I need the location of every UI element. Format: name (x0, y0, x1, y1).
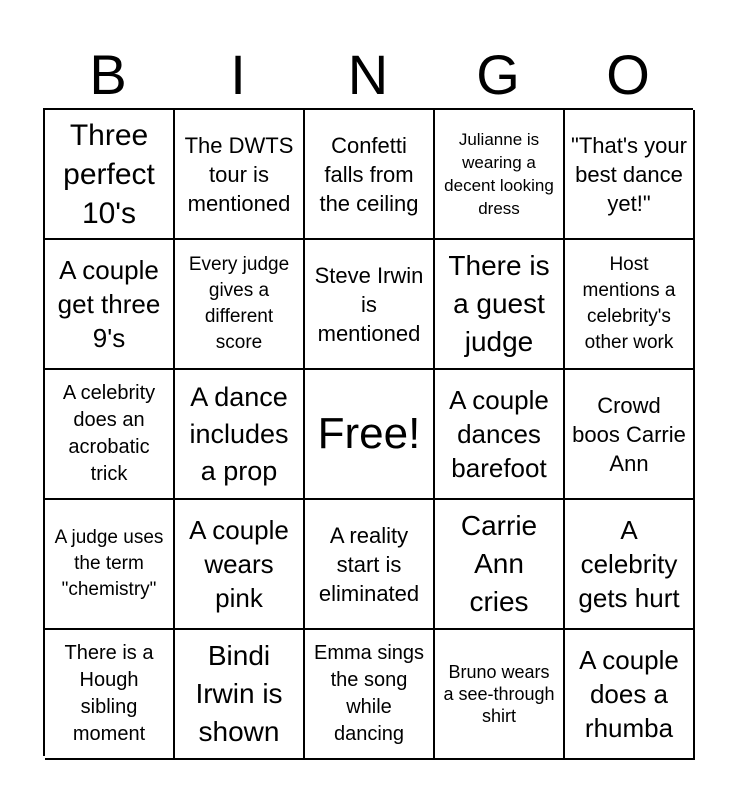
bingo-cell-text: A reality start is eliminated (318, 522, 420, 606)
bingo-cell[interactable] (565, 240, 695, 370)
bingo-cell-text: Host mentions a celebrity's other work (582, 254, 676, 353)
bingo-cell-text: A couple get three 9's (57, 255, 161, 353)
header-letter-o: O (606, 43, 650, 106)
bingo-cell[interactable] (45, 500, 175, 630)
bingo-cell-text: Bruno wears a see-through shirt (443, 662, 555, 726)
header-letter-i: I (230, 43, 246, 106)
bingo-cell[interactable] (175, 500, 305, 630)
bingo-cell[interactable] (565, 630, 695, 760)
bingo-cell-text: A celebrity does an acrobatic trick (62, 382, 156, 485)
bingo-cell[interactable] (175, 630, 305, 760)
bingo-cell[interactable] (435, 110, 565, 240)
bingo-cell-text: A judge uses the term "chemistry" (54, 527, 164, 600)
bingo-cell[interactable] (435, 630, 565, 760)
bingo-free-cell[interactable] (305, 370, 435, 500)
bingo-cell-text: Emma sings the song while dancing (313, 642, 425, 745)
bingo-cell[interactable] (175, 240, 305, 370)
bingo-cell-text: "That's your best dance yet!" (571, 132, 687, 216)
bingo-cell-text: Steve Irwin is mentioned (314, 262, 424, 346)
bingo-cell-text: Julianne is wearing a decent looking dress (444, 130, 554, 218)
bingo-cell-text: There is a guest judge (448, 250, 550, 357)
bingo-cell-text: Carrie Ann cries (460, 510, 538, 617)
bingo-cell-text: Crowd boos Carrie Ann (572, 392, 686, 476)
bingo-cell-text: A celebrity gets hurt (578, 515, 680, 613)
bingo-header (43, 42, 693, 108)
bingo-cell-text: Three perfect 10's (63, 118, 155, 230)
bingo-cell[interactable] (45, 630, 175, 760)
bingo-cell-text: A couple wears pink (189, 515, 289, 613)
header-letter-g: G (476, 43, 520, 106)
bingo-cell[interactable] (45, 240, 175, 370)
bingo-cell[interactable] (435, 370, 565, 500)
bingo-cell[interactable] (435, 500, 565, 630)
bingo-cell[interactable] (305, 630, 435, 760)
bingo-cell[interactable] (45, 110, 175, 240)
bingo-cell-text: There is a Hough sibling moment (64, 642, 154, 745)
bingo-cell-text: Free! (317, 409, 421, 458)
bingo-cell[interactable] (45, 370, 175, 500)
bingo-cell[interactable] (435, 240, 565, 370)
bingo-cell-text: A couple dances barefoot (449, 385, 549, 483)
bingo-cell[interactable] (175, 110, 305, 240)
bingo-cell[interactable] (565, 110, 695, 240)
bingo-cell[interactable] (305, 500, 435, 630)
bingo-cell-text: The DWTS tour is mentioned (184, 132, 294, 216)
bingo-cell-text: A dance includes a prop (189, 381, 289, 486)
bingo-cell[interactable] (305, 110, 435, 240)
bingo-cell-text: Confetti falls from the ceiling (319, 132, 419, 216)
bingo-cell[interactable] (565, 370, 695, 500)
bingo-cell[interactable] (305, 240, 435, 370)
bingo-cell-text: A couple does a rhumba (579, 645, 679, 743)
bingo-cell-text: Every judge gives a different score (188, 254, 290, 353)
header-letter-n: N (347, 43, 389, 106)
bingo-card-grid (43, 108, 693, 756)
bingo-cell[interactable] (565, 500, 695, 630)
bingo-cell-text: Bindi Irwin is shown (195, 640, 283, 747)
header-letter-b: B (89, 43, 127, 106)
bingo-cell[interactable] (175, 370, 305, 500)
